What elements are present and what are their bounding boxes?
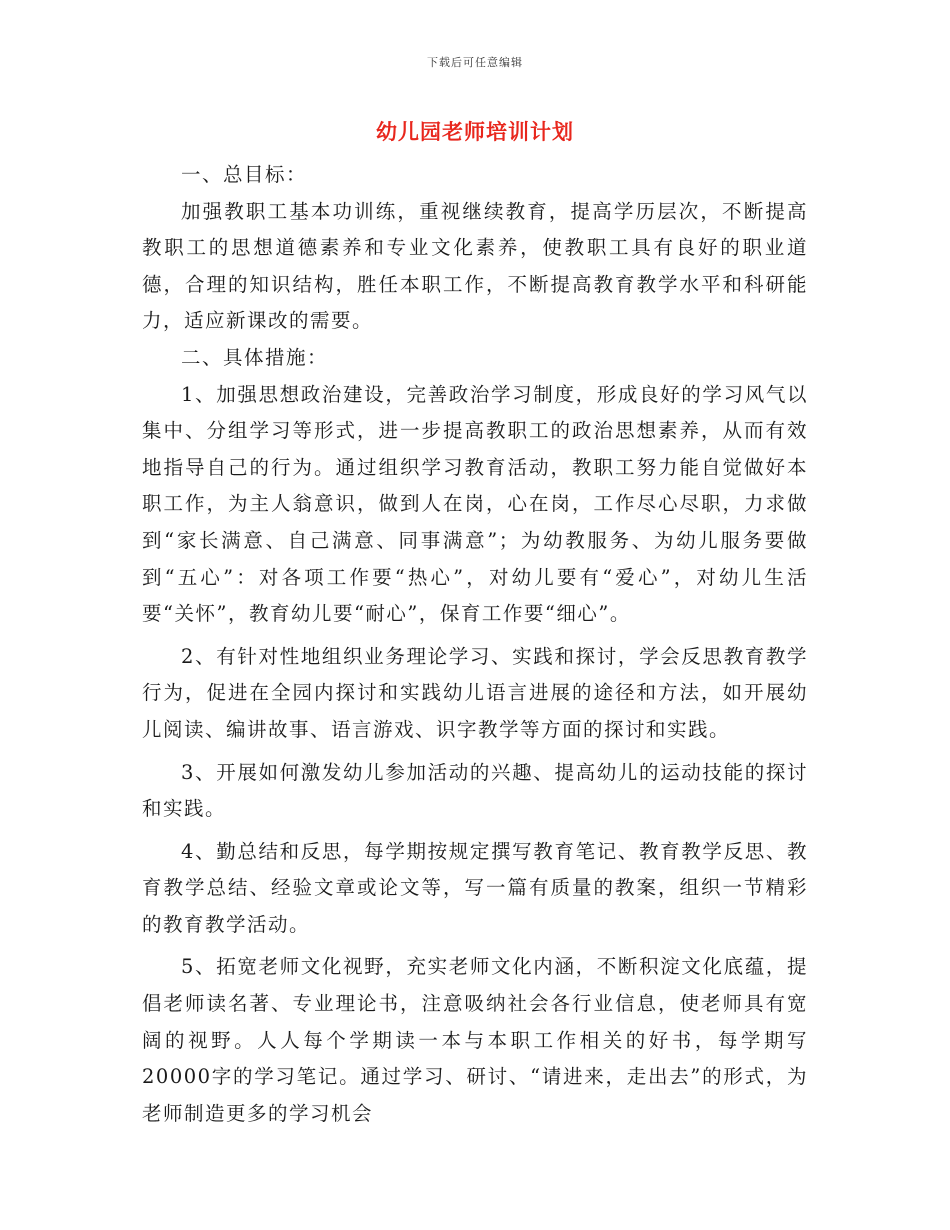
paragraph-goal: 加强教职工基本功训练，重视继续教育，提高学历层次，不断提高教职工的思想道德素养和专业文化素养，使教职工具有良好的职业道德，合理的知识结构，胜任本职工作，不断提高教育教学水平和科研能力，适应新课改的需要。 [142, 199, 808, 333]
section-heading-measures: 二、具体措施： [181, 345, 329, 369]
paragraph-measure-2: 2、有针对性地组织业务理论学习、实践和探讨，学会反思教育教学行为，促进在全园内探讨和实践幼儿语言进展的途径和方法，如开展幼儿阅读、编讲故事、语言游戏、识字教学等方面的探讨和实践。 [142, 644, 808, 741]
section-heading-goal: 一、总目标： [181, 163, 308, 186]
paragraph-measure-4: 4、勤总结和反思，每学期按规定撰写教育笔记、教育教学反思、教育教学总结、经验文章或论文等，写一篇有质量的教案，组织一节精彩的教育教学活动。 [142, 839, 808, 936]
document-body [142, 157, 808, 1132]
document-title: 幼儿园老师培训计划 [376, 119, 574, 144]
page-header-note: 下载后可任意编辑 [427, 56, 523, 69]
paragraph-measure-1: 1、加强思想政治建设，完善政治学习制度，形成良好的学习风气以集中、分组学习等形式，进一步提高教职工的政治思想素养，从而有效地指导自己的行为。通过组织学习教育活动，教职工努力能自觉做好本职工作，为主人翁意识，做到人在岗，心在岗，工作尽心尽职，力求做到“家长满意、自己满意、同事满意”；为幼教服务、为幼儿服务要做到“五心”：对各项工作要“热心”，对幼儿要有“爱心”，对幼儿生活要“关怀”，教育幼儿要“耐心”，保育工作要“细心”。 [142, 382, 808, 626]
paragraph-measure-3: 3、开展如何激发幼儿参加活动的兴趣、提高幼儿的运动技能的探讨和实践。 [142, 760, 808, 821]
paragraph-measure-5: 5、拓宽老师文化视野，充实老师文化内涵，不断积淀文化底蕴，提倡老师读名著、专业理论书，注意吸纳社会各行业信息，使老师具有宽阔的视野。人人每个学期读一本与本职工作相关的好书，每学期写20000字的学习笔记。通过学习、研讨、“请进来，走出去”的形式，为老师制造更多的学习机会 [142, 955, 808, 1125]
